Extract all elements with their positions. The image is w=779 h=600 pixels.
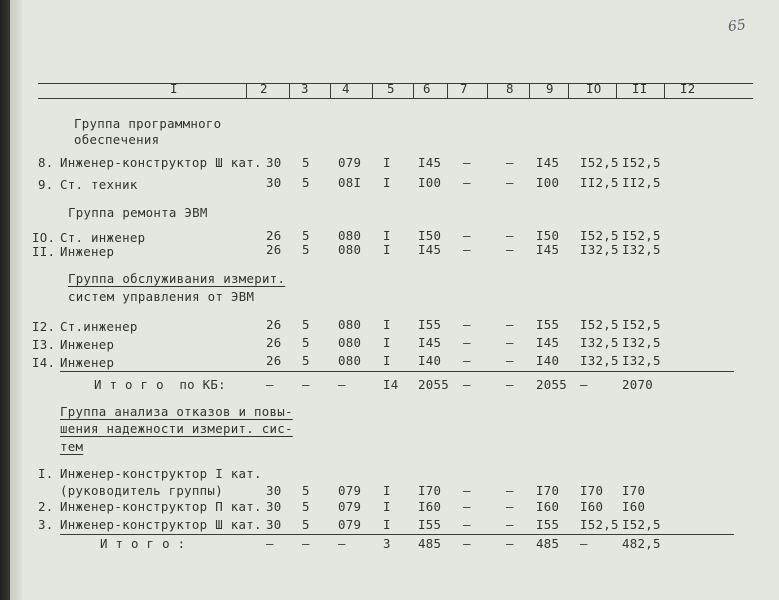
group-title: тем (60, 439, 84, 454)
cell: – (266, 377, 274, 392)
cell: I50 (418, 228, 442, 243)
position-name: Ст. техник (60, 177, 138, 192)
group-title: шения надежности измерит. сис- (60, 421, 293, 436)
cell: 08I (338, 175, 362, 190)
cell: 2055 (536, 377, 568, 392)
group-title: систем управления от ЭВМ (68, 289, 255, 304)
cell: I52,5 (622, 155, 661, 170)
cell: – (463, 377, 471, 392)
cell: 079 (338, 483, 362, 498)
cell: – (463, 155, 471, 170)
cell: – (302, 536, 310, 551)
cell: – (463, 517, 471, 532)
cell: – (506, 335, 514, 350)
column-divider (330, 84, 331, 98)
cell: 5 (302, 155, 310, 170)
cell: I55 (536, 517, 560, 532)
cell: 080 (338, 317, 362, 332)
position-name: (руководитель группы) (60, 483, 223, 498)
page-number: 65 (726, 16, 747, 36)
cell: I (383, 242, 391, 257)
total-label: И т о г о по КБ: (94, 377, 226, 392)
col-header-2: 2 (260, 81, 268, 96)
cell: I70 (622, 483, 646, 498)
total-rule (60, 371, 734, 372)
cell: – (463, 335, 471, 350)
cell: 2055 (418, 377, 450, 392)
cell: II2,5 (580, 175, 619, 190)
cell: I32,5 (580, 335, 619, 350)
group-title: обеспечения (74, 132, 160, 147)
col-header-4: 4 (342, 81, 350, 96)
document-page (22, 0, 779, 600)
cell: 079 (338, 499, 362, 514)
cell: I55 (536, 317, 560, 332)
column-divider (568, 84, 569, 98)
col-header-3: 3 (301, 81, 309, 96)
cell: I45 (536, 242, 560, 257)
group-title: Группа анализа отказов и повы- (60, 404, 293, 419)
column-divider (289, 84, 290, 98)
column-divider (372, 84, 373, 98)
cell: I45 (536, 335, 560, 350)
cell: 26 (266, 353, 282, 368)
cell: 2070 (622, 377, 654, 392)
cell: I70 (418, 483, 442, 498)
cell: 26 (266, 317, 282, 332)
row-number: 3. (38, 517, 54, 532)
cell: I52,5 (580, 517, 619, 532)
cell: I70 (580, 483, 604, 498)
row-number: I3. (32, 337, 56, 352)
cell: I70 (536, 483, 560, 498)
cell: – (506, 317, 514, 332)
cell: – (506, 175, 514, 190)
cell: – (506, 242, 514, 257)
cell: 5 (302, 228, 310, 243)
cell: I (383, 499, 391, 514)
group-title: Группа ремонта ЭВМ (68, 205, 208, 220)
cell: I55 (418, 317, 442, 332)
position-name: Инженер (60, 244, 115, 259)
position-name: Инженер (60, 355, 115, 370)
row-number: 8. (38, 155, 54, 170)
cell: I50 (536, 228, 560, 243)
cell: I40 (536, 353, 560, 368)
cell: 3 (383, 536, 391, 551)
cell: – (463, 536, 471, 551)
cell: I (383, 228, 391, 243)
cell: I52,5 (580, 317, 619, 332)
cell: I (383, 317, 391, 332)
cell: 079 (338, 155, 362, 170)
cell: – (506, 483, 514, 498)
row-number: 9. (38, 177, 54, 192)
cell: 5 (302, 175, 310, 190)
cell: I45 (418, 155, 442, 170)
cell: I52,5 (622, 317, 661, 332)
cell: 26 (266, 228, 282, 243)
cell: 482,5 (622, 536, 661, 551)
column-divider (413, 84, 414, 98)
cell: 5 (302, 499, 310, 514)
cell: I (383, 353, 391, 368)
header-bottom-rule (38, 98, 753, 99)
cell: – (506, 536, 514, 551)
column-divider (616, 84, 617, 98)
cell: I (383, 517, 391, 532)
cell: I32,5 (622, 242, 661, 257)
cell: I60 (536, 499, 560, 514)
cell: – (302, 377, 310, 392)
cell: I00 (418, 175, 442, 190)
position-name: Инженер (60, 337, 115, 352)
column-divider (447, 84, 448, 98)
final-total-rule (60, 534, 734, 535)
cell: – (506, 517, 514, 532)
cell: 080 (338, 242, 362, 257)
row-number: II. (32, 244, 56, 259)
cell: – (506, 499, 514, 514)
cell: 30 (266, 517, 282, 532)
col-header-9: 9 (546, 81, 554, 96)
column-divider (246, 84, 247, 98)
cell: – (463, 242, 471, 257)
cell: I52,5 (622, 228, 661, 243)
cell: I45 (418, 242, 442, 257)
cell: 30 (266, 483, 282, 498)
col-header-11: II (632, 81, 648, 96)
cell: I40 (418, 353, 442, 368)
column-divider (487, 84, 488, 98)
cell: – (580, 377, 588, 392)
cell: I45 (536, 155, 560, 170)
cell: – (338, 536, 346, 551)
cell: 30 (266, 155, 282, 170)
cell: 485 (418, 536, 442, 551)
cell: – (463, 353, 471, 368)
cell: – (463, 317, 471, 332)
cell: 30 (266, 175, 282, 190)
cell: I32,5 (622, 353, 661, 368)
row-number: I4. (32, 355, 56, 370)
col-header-1: I (170, 81, 178, 96)
column-divider (664, 84, 665, 98)
cell: II2,5 (622, 175, 661, 190)
cell: – (580, 536, 588, 551)
position-name: Ст. инженер (60, 230, 146, 245)
cell: 079 (338, 517, 362, 532)
cell: I45 (418, 335, 442, 350)
cell: – (506, 377, 514, 392)
col-header-10: IO (586, 81, 602, 96)
group-title: Группа обслуживания измерит. (68, 271, 286, 286)
cell: – (338, 377, 346, 392)
col-header-12: I2 (680, 81, 696, 96)
cell: 5 (302, 517, 310, 532)
position-name: Инженер-конструктор Ш кат. (60, 155, 262, 170)
cell: – (463, 483, 471, 498)
cell: – (266, 536, 274, 551)
cell: 26 (266, 242, 282, 257)
cell: – (463, 175, 471, 190)
cell: I (383, 335, 391, 350)
cell: 5 (302, 483, 310, 498)
cell: 080 (338, 353, 362, 368)
cell: I52,5 (622, 517, 661, 532)
col-header-7: 7 (460, 81, 468, 96)
cell: 080 (338, 228, 362, 243)
position-name: Инженер-конструктор Ш кат. (60, 517, 262, 532)
column-divider (529, 84, 530, 98)
cell: 5 (302, 335, 310, 350)
position-name: Инженер-конструктор П кат. (60, 499, 262, 514)
cell: 485 (536, 536, 560, 551)
cell: I (383, 155, 391, 170)
cell: 5 (302, 317, 310, 332)
cell: I60 (580, 499, 604, 514)
cell: 26 (266, 335, 282, 350)
cell: 5 (302, 242, 310, 257)
cell: I52,5 (580, 228, 619, 243)
cell: – (463, 499, 471, 514)
cell: I60 (622, 499, 646, 514)
cell: 080 (338, 335, 362, 350)
row-number: I2. (32, 319, 56, 334)
col-header-5: 5 (387, 81, 395, 96)
cell: I4 (383, 377, 399, 392)
cell: 5 (302, 353, 310, 368)
cell: I00 (536, 175, 560, 190)
cell: I55 (418, 517, 442, 532)
cell: I32,5 (580, 242, 619, 257)
cell: – (463, 228, 471, 243)
cell: I (383, 175, 391, 190)
row-number: 2. (38, 499, 54, 514)
row-number: IO. (32, 230, 56, 245)
cell: – (506, 155, 514, 170)
cell: – (506, 228, 514, 243)
cell: I32,5 (580, 353, 619, 368)
position-name: Инженер-конструктор I кат. (60, 466, 262, 481)
cell: – (506, 353, 514, 368)
col-header-6: 6 (423, 81, 431, 96)
cell: I52,5 (580, 155, 619, 170)
col-header-8: 8 (506, 81, 514, 96)
cell: I60 (418, 499, 442, 514)
row-number: I. (38, 466, 54, 481)
cell: 30 (266, 499, 282, 514)
total-label: И т о г о : (100, 536, 186, 551)
position-name: Ст.инженер (60, 319, 138, 334)
cell: I (383, 483, 391, 498)
cell: I32,5 (622, 335, 661, 350)
group-title: Группа программного (74, 116, 222, 131)
